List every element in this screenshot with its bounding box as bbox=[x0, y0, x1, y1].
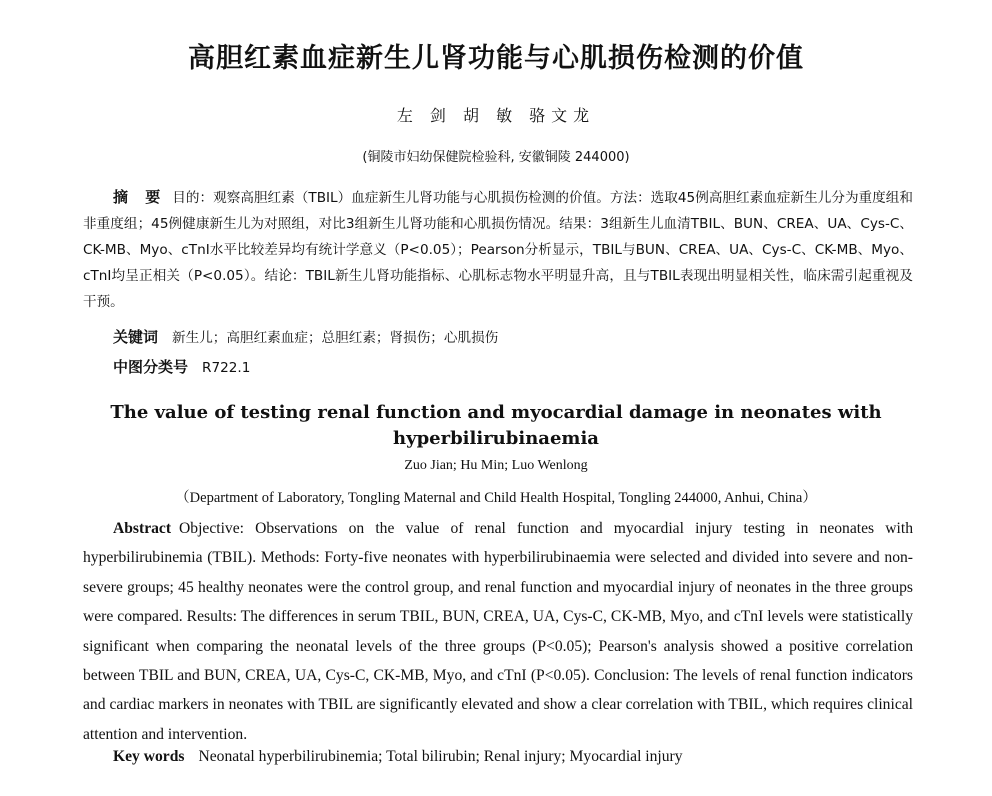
chinese-authors: 左 剑 胡 敏 骆文龙 bbox=[396, 106, 596, 125]
english-keywords bbox=[113, 748, 683, 766]
chinese-title: 高胆红素血症新生儿肾功能与心肌损伤检测的价值 bbox=[188, 43, 804, 74]
english-abstract-label: Abstract bbox=[113, 520, 172, 537]
chinese-clc-label: 中图分类号 bbox=[113, 358, 189, 376]
chinese-keywords-label: 关键词 bbox=[113, 328, 159, 346]
english-keywords-label: Key words bbox=[113, 748, 185, 765]
chinese-abstract-text: 目的：观察高胆红素（TBIL）血症新生儿肾功能与心肌损伤检测的价值。方法：选取45例高胆红素血症新生儿分为重度组和非重度组；45例健康新生儿为对照组，对比3组新生儿肾功能和心肌损伤情况。结果：3组新生儿血清TBIL、BUN、CREA、UA、Cys-C、CK-MB、Myo、cTnI水平比较差异均有统计学意义（P<0.05）；Pearson分析显示，TBIL与BUN、CREA、UA、Cys-C、CK-MB、Myo、cTnI均呈正相关（P<0.05）。结论：TBIL新生儿肾功能指标、心肌标志物水平明显升高，且与TBIL表现出明显相关性，临床需引起重视及干预。 bbox=[83, 190, 913, 310]
english-authors: Zuo Jian; Hu Min; Luo Wenlong bbox=[404, 458, 588, 473]
english-abstract-text: Objective: Observations on the value of renal function and myocardial injury testing in neonates with hyperbilirubinemia (TBIL). Methods: Forty-five neonates with hyperbilirubinaemia were selected and divided into severe and non-severe groups; 45 healthy neonates were the control group, and renal function and myocardial injury of neonates in the three groups were compared. Results: The differences in serum TBIL, BUN, CREA, UA, Cys-C, CK-MB, Myo, and cTnI levels were statistically significant when comparing the neonatal levels of the three groups (P<0.05); Pearson's analysis showed a positive correlation between TBIL and BUN, CREA, UA, Cys-C, CK-MB, Myo, and cTnI (P<0.05). Conclusion: The levels of renal function indicators and cardiac markers in neonates with TBIL are significantly elevated and show a clear correlation with TBIL, which requires clinical attention and intervention. bbox=[83, 520, 913, 743]
chinese-keywords bbox=[113, 326, 498, 347]
chinese-clc-value: R722.1 bbox=[202, 360, 251, 376]
chinese-clc-number bbox=[113, 356, 250, 377]
chinese-keywords-text: 新生儿；高胆红素血症；总胆红素；肾损伤；心肌损伤 bbox=[172, 330, 499, 346]
chinese-abstract-label: 摘 要 bbox=[113, 188, 167, 206]
english-abstract bbox=[83, 514, 913, 749]
chinese-abstract bbox=[83, 184, 913, 315]
chinese-affiliation: (铜陵市妇幼保健院检验科, 安徽铜陵 244000) bbox=[362, 150, 630, 165]
english-title: The value of testing renal function and myocardial damage in neonates with hyperbilirubinaemia bbox=[110, 402, 882, 449]
english-keywords-text: Neonatal hyperbilirubinemia; Total bilirubin; Renal injury; Myocardial injury bbox=[198, 748, 683, 765]
english-affiliation: （Department of Laboratory, Tongling Maternal and Child Health Hospital, Tongling 244000, Anhui, China） bbox=[175, 490, 817, 506]
